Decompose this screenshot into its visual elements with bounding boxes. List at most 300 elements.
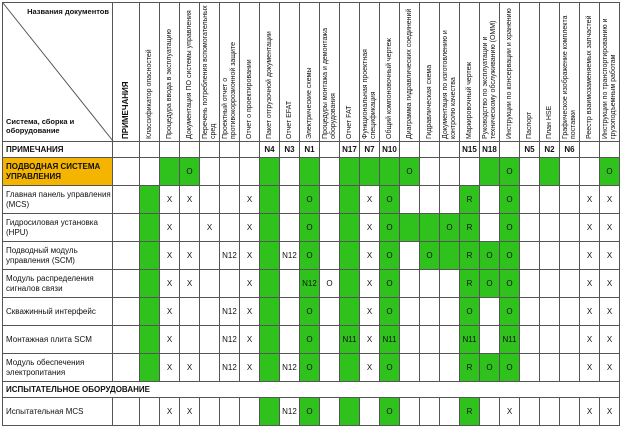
table-cell (200, 242, 220, 270)
row-name: ПРИМЕЧАНИЯ (3, 142, 113, 158)
table-cell: O (460, 298, 480, 326)
table-cell (400, 186, 420, 214)
table-cell (240, 142, 260, 158)
table-cell: N11 (380, 326, 400, 354)
table-cell (200, 158, 220, 186)
column-header-label: Электрические схемы (305, 67, 313, 139)
table-cell: X (600, 186, 620, 214)
table-cell (140, 242, 160, 270)
table-cell (240, 398, 260, 426)
column-header (160, 3, 180, 142)
table-cell (520, 242, 540, 270)
section-row (3, 142, 620, 158)
table-cell: O (440, 214, 460, 242)
table-cell: O (380, 398, 400, 426)
table-cell (440, 158, 460, 186)
table-cell (440, 142, 460, 158)
row-name: ПОДВОДНАЯ СИСТЕМА УПРАВЛЕНИЯ (3, 158, 113, 186)
document-matrix (2, 2, 620, 426)
table-cell: X (580, 326, 600, 354)
table-cell: X (180, 398, 200, 426)
column-header-label: Инструкции по консервации и хранению (505, 8, 513, 139)
table-cell (340, 242, 360, 270)
table-row (3, 270, 620, 298)
table-cell (480, 398, 500, 426)
table-cell (520, 326, 540, 354)
table-cell: X (240, 270, 260, 298)
table-cell: O (300, 398, 320, 426)
table-cell (400, 326, 420, 354)
table-cell (113, 158, 140, 186)
table-cell (420, 398, 440, 426)
table-cell (200, 398, 220, 426)
table-cell (200, 298, 220, 326)
table-cell: O (600, 158, 620, 186)
table-cell (113, 214, 140, 242)
column-header (600, 3, 620, 142)
table-cell (560, 186, 580, 214)
table-cell (140, 270, 160, 298)
column-header (420, 3, 440, 142)
column-header-label: Руководство по эксплуатации и техническому обслуживанию (ОММ) (481, 20, 497, 139)
table-cell: O (500, 242, 520, 270)
table-cell: O (300, 214, 320, 242)
column-header (360, 3, 380, 142)
column-header (580, 3, 600, 142)
table-row (3, 298, 620, 326)
table-cell (113, 354, 140, 382)
column-header-label: Процедуры монтажа и демонтажа оборудования (321, 28, 337, 139)
table-cell: X (360, 354, 380, 382)
table-cell (280, 186, 300, 214)
table-cell (420, 186, 440, 214)
table-cell: X (160, 242, 180, 270)
table-cell (140, 142, 160, 158)
table-cell (520, 214, 540, 242)
table-cell (360, 158, 380, 186)
table-cell: O (300, 242, 320, 270)
table-cell (340, 270, 360, 298)
table-cell: X (580, 186, 600, 214)
table-cell (400, 354, 420, 382)
table-cell: R (460, 398, 480, 426)
table-cell: N3 (280, 142, 300, 158)
table-cell (480, 158, 500, 186)
table-cell: O (300, 298, 320, 326)
table-cell (440, 354, 460, 382)
table-cell: X (160, 298, 180, 326)
column-header (280, 3, 300, 142)
table-cell: N10 (380, 142, 400, 158)
table-cell (400, 398, 420, 426)
table-cell: X (580, 214, 600, 242)
table-cell: X (160, 186, 180, 214)
table-cell: N11 (460, 326, 480, 354)
column-header-label: Документация по изготовлению и контролю качества (441, 30, 457, 139)
table-cell (200, 354, 220, 382)
table-cell (260, 270, 280, 298)
table-cell: O (500, 186, 520, 214)
table-cell (400, 298, 420, 326)
table-cell (520, 398, 540, 426)
table-cell (260, 326, 280, 354)
table-cell (560, 214, 580, 242)
table-cell: X (580, 242, 600, 270)
table-cell (240, 158, 260, 186)
column-header-label: Пакет отгрузочной документации (265, 31, 273, 139)
table-cell: O (300, 326, 320, 354)
table-cell: X (240, 186, 260, 214)
table-cell: R (460, 214, 480, 242)
row-name: Гидросиловая установка (HPU) (3, 214, 113, 242)
table-row (3, 186, 620, 214)
column-header-label: Документация ПО системы управления (185, 10, 193, 139)
table-cell: X (600, 298, 620, 326)
table-cell (280, 298, 300, 326)
table-cell (280, 214, 300, 242)
table-cell: O (400, 158, 420, 186)
table-cell (420, 326, 440, 354)
table-cell: N12 (220, 242, 240, 270)
table-cell: N5 (520, 142, 540, 158)
table-cell: X (180, 270, 200, 298)
table-cell (160, 158, 180, 186)
table-cell (540, 242, 560, 270)
table-cell (480, 298, 500, 326)
table-cell (113, 242, 140, 270)
column-header-label: Маркировочный чертеж (465, 61, 473, 139)
table-cell: N2 (540, 142, 560, 158)
table-cell: O (500, 158, 520, 186)
table-cell (340, 158, 360, 186)
column-header (460, 3, 480, 142)
table-cell (300, 158, 320, 186)
column-header (500, 3, 520, 142)
table-row (3, 326, 620, 354)
table-cell (400, 142, 420, 158)
table-cell (440, 270, 460, 298)
table-cell (140, 214, 160, 242)
table-cell (540, 298, 560, 326)
table-cell (280, 158, 300, 186)
table-cell (160, 142, 180, 158)
column-header (320, 3, 340, 142)
table-cell (180, 326, 200, 354)
table-cell: X (200, 214, 220, 242)
table-cell (480, 186, 500, 214)
table-cell (440, 398, 460, 426)
table-cell (560, 270, 580, 298)
section-row (3, 382, 620, 398)
table-cell (340, 298, 360, 326)
column-header (480, 3, 500, 142)
row-name: Испытательная MCS (3, 398, 113, 426)
table-cell (540, 158, 560, 186)
row-name: ИСПЫТАТЕЛЬНОЕ ОБОРУДОВАНИЕ (3, 382, 620, 398)
table-cell: N18 (480, 142, 500, 158)
table-cell (260, 354, 280, 382)
corner-bottom-label: Система, сборка и оборудование (6, 117, 75, 135)
table-cell: O (180, 158, 200, 186)
table-cell (400, 270, 420, 298)
table-cell: X (240, 354, 260, 382)
table-cell (113, 298, 140, 326)
table-cell (540, 270, 560, 298)
table-cell (560, 326, 580, 354)
table-cell (260, 158, 280, 186)
table-cell: O (380, 270, 400, 298)
column-header (380, 3, 400, 142)
column-header-label: Проектный отчет о противокоррозионной защите (221, 42, 237, 139)
table-cell: X (360, 270, 380, 298)
table-cell (560, 298, 580, 326)
table-cell: R (460, 354, 480, 382)
table-cell: O (320, 270, 340, 298)
table-cell: X (160, 354, 180, 382)
table-cell (400, 214, 420, 242)
table-cell (220, 270, 240, 298)
table-cell (600, 142, 620, 158)
table-cell (420, 142, 440, 158)
column-header (400, 3, 420, 142)
column-header (200, 3, 220, 142)
table-cell: X (580, 354, 600, 382)
corner-top-label: Названия документов (27, 7, 109, 16)
table-cell: N12 (280, 398, 300, 426)
table-cell: N11 (340, 326, 360, 354)
table-cell (140, 186, 160, 214)
table-cell (520, 354, 540, 382)
table-cell: N15 (460, 142, 480, 158)
table-cell (320, 298, 340, 326)
table-cell (540, 398, 560, 426)
table-cell: R (460, 186, 480, 214)
table-cell: X (240, 326, 260, 354)
corner-header (3, 3, 113, 142)
table-cell: X (600, 354, 620, 382)
table-cell: X (360, 214, 380, 242)
table-cell (200, 326, 220, 354)
table-cell: X (600, 214, 620, 242)
column-header-label: Отчет о проектировании (245, 59, 253, 139)
table-cell (220, 398, 240, 426)
table-cell: O (300, 354, 320, 382)
table-cell (440, 186, 460, 214)
table-cell: N7 (360, 142, 380, 158)
row-name: Подводный модуль управления (SCM) (3, 242, 113, 270)
table-cell: X (600, 242, 620, 270)
column-header-label: Перечень потребления вспомогательных сред (201, 5, 217, 139)
table-cell (113, 186, 140, 214)
table-cell (420, 214, 440, 242)
table-cell: X (360, 326, 380, 354)
table-cell: R (460, 270, 480, 298)
column-header-label: Отчет EFAT (285, 100, 293, 139)
table-cell (560, 398, 580, 426)
table-cell: X (360, 298, 380, 326)
table-cell: X (180, 354, 200, 382)
table-cell: N17 (340, 142, 360, 158)
column-header (540, 3, 560, 142)
table-cell (113, 142, 140, 158)
column-header-label: Гидравлическая схема (425, 64, 433, 139)
table-cell: O (480, 270, 500, 298)
column-header-label: Графическое изображение комплекта поставки (561, 15, 577, 139)
row-name: Модуль обеспечения электропитания (3, 354, 113, 382)
table-cell (580, 142, 600, 158)
table-cell (140, 298, 160, 326)
column-header-label: Диаграмма гидравлических соединений (405, 8, 413, 139)
table-cell (220, 214, 240, 242)
table-cell (560, 354, 580, 382)
table-cell (140, 158, 160, 186)
table-cell (340, 354, 360, 382)
table-cell: O (500, 298, 520, 326)
table-cell (420, 270, 440, 298)
column-header (220, 3, 240, 142)
table-cell (520, 270, 540, 298)
table-cell (320, 354, 340, 382)
table-cell: N12 (220, 298, 240, 326)
table-cell: X (160, 214, 180, 242)
table-cell: N12 (220, 354, 240, 382)
table-cell (280, 326, 300, 354)
table-cell: O (500, 214, 520, 242)
table-cell (320, 186, 340, 214)
table-cell: N4 (260, 142, 280, 158)
table-cell: N1 (300, 142, 320, 158)
column-header (180, 3, 200, 142)
column-header (520, 3, 540, 142)
table-cell: O (500, 354, 520, 382)
column-header-label: ПРИМЕЧАНИЯ (121, 81, 130, 139)
column-header-label: Реестр взаимозаменяемых запчастей (585, 15, 593, 139)
table-cell: X (240, 298, 260, 326)
table-cell: N12 (220, 326, 240, 354)
table-cell (180, 298, 200, 326)
table-cell: O (380, 298, 400, 326)
table-cell (140, 398, 160, 426)
table-cell (560, 242, 580, 270)
table-row (3, 398, 620, 426)
table-cell: X (600, 270, 620, 298)
table-cell (520, 158, 540, 186)
table-cell (340, 186, 360, 214)
table-cell: X (240, 242, 260, 270)
table-row (3, 158, 620, 186)
table-cell (260, 214, 280, 242)
table-cell: N11 (500, 326, 520, 354)
column-header-label: Паспорт (525, 111, 533, 139)
column-header (440, 3, 460, 142)
column-header (260, 3, 280, 142)
table-cell (113, 398, 140, 426)
table-cell (560, 158, 580, 186)
column-header (560, 3, 580, 142)
table-cell (260, 298, 280, 326)
table-cell: X (160, 398, 180, 426)
table-cell (220, 142, 240, 158)
table-cell (260, 186, 280, 214)
table-cell (260, 398, 280, 426)
table-cell (260, 242, 280, 270)
table-cell: X (600, 398, 620, 426)
table-row (3, 214, 620, 242)
table-cell (200, 142, 220, 158)
table-cell: O (380, 214, 400, 242)
table-cell: X (180, 186, 200, 214)
table-cell (113, 326, 140, 354)
table-cell (420, 298, 440, 326)
table-cell (540, 326, 560, 354)
table-cell: X (580, 398, 600, 426)
table-cell: N6 (560, 142, 580, 158)
table-cell: X (240, 214, 260, 242)
table-cell (340, 214, 360, 242)
table-cell: N12 (280, 242, 300, 270)
table-cell (400, 242, 420, 270)
table-cell: O (380, 354, 400, 382)
table-cell: O (500, 270, 520, 298)
table-cell: X (160, 326, 180, 354)
table-cell: O (380, 242, 400, 270)
table-cell: X (360, 186, 380, 214)
table-row (3, 354, 620, 382)
table-cell (440, 242, 460, 270)
table-cell: X (500, 398, 520, 426)
table-cell (220, 186, 240, 214)
table-cell (540, 214, 560, 242)
table-cell: O (480, 354, 500, 382)
table-cell: X (580, 270, 600, 298)
table-cell: R (460, 242, 480, 270)
row-name: Главная панель управления (MCS) (3, 186, 113, 214)
column-header (140, 3, 160, 142)
table-cell (320, 242, 340, 270)
table-cell: X (580, 298, 600, 326)
table-cell (320, 214, 340, 242)
table-cell (440, 298, 460, 326)
table-cell (280, 270, 300, 298)
table-cell (113, 270, 140, 298)
table-cell (200, 270, 220, 298)
table-cell (380, 158, 400, 186)
column-header (300, 3, 320, 142)
table-cell (520, 186, 540, 214)
table-cell: O (420, 242, 440, 270)
table-cell (420, 354, 440, 382)
table-cell: X (360, 242, 380, 270)
column-header-label: Инструкции по транспортированию и грузоподъемным работам (601, 18, 617, 139)
table-cell (540, 186, 560, 214)
table-cell (480, 214, 500, 242)
table-cell: N12 (300, 270, 320, 298)
table-cell: X (180, 242, 200, 270)
column-header (113, 3, 140, 142)
table-cell (180, 214, 200, 242)
table-cell (500, 142, 520, 158)
table-cell (220, 158, 240, 186)
table-cell (340, 398, 360, 426)
column-header-label: План HSE (545, 105, 553, 139)
column-header-label: Функциональная проектная спецификация (361, 49, 377, 139)
table-cell (140, 354, 160, 382)
table-cell (420, 158, 440, 186)
table-cell (460, 158, 480, 186)
column-header (240, 3, 260, 142)
table-cell: N12 (280, 354, 300, 382)
table-cell (180, 142, 200, 158)
